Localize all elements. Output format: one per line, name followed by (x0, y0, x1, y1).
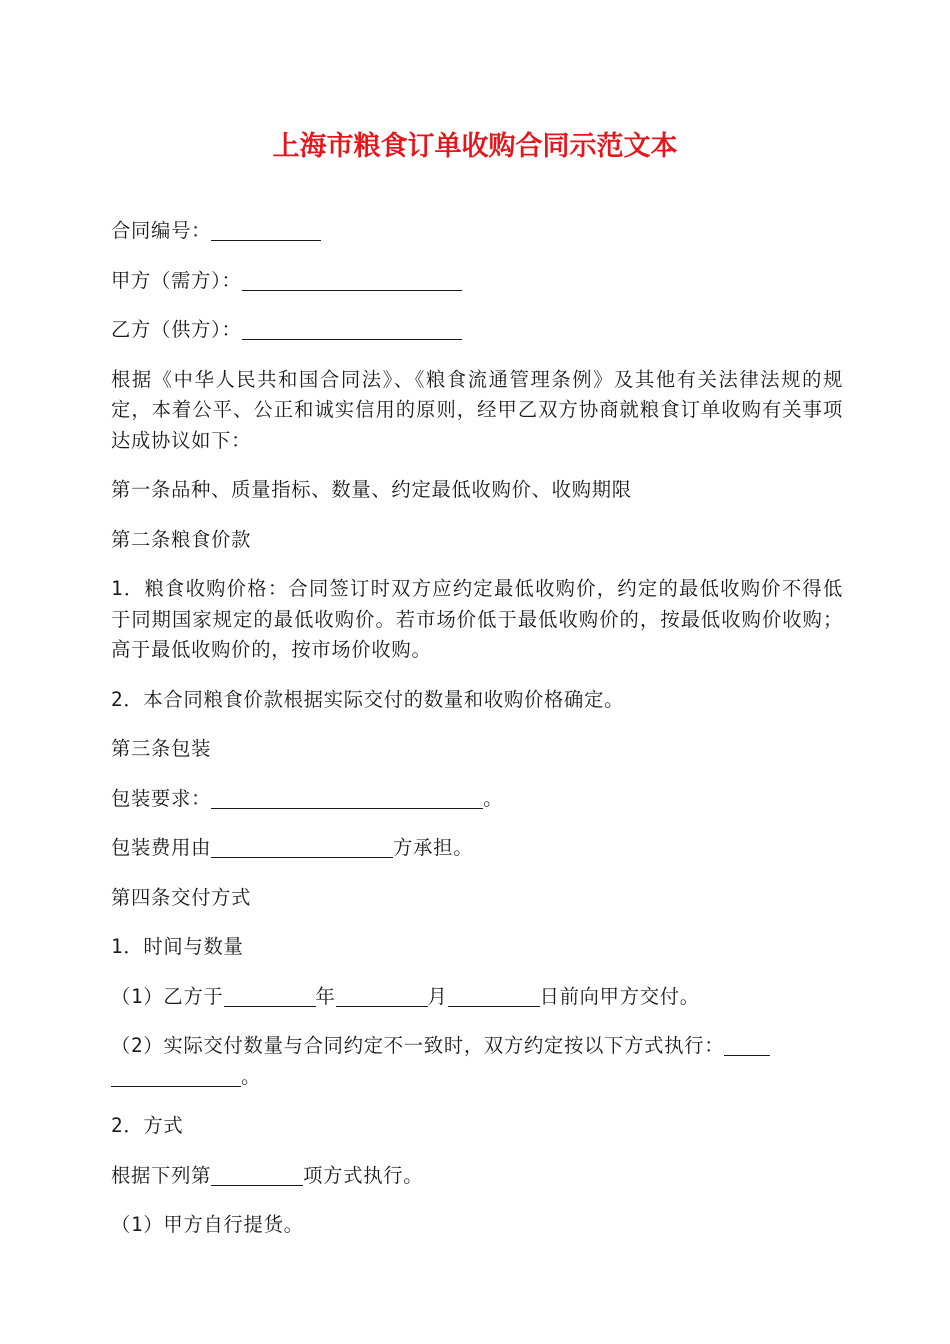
article-4-heading: 第四条交付方式 (111, 885, 252, 909)
packaging-fee-blank (211, 839, 393, 858)
document-body (111, 216, 843, 1260)
delivery-method-line (111, 1161, 843, 1192)
packaging-fee-line (111, 833, 843, 864)
article-4-sub-1: 1．时间与数量 (111, 935, 244, 958)
party-a-blank (242, 272, 462, 291)
delivery-option-1: （1）甲方自行提货。 (111, 1213, 304, 1236)
delivery-month-blank (336, 988, 428, 1007)
document-title: 上海市粮食订单收购合同示范文本 (272, 131, 678, 162)
contract-number-blank (211, 222, 321, 241)
packaging-requirement-blank (211, 790, 483, 809)
packaging-requirement-label: 包装要求： (111, 786, 212, 810)
party-b-line (111, 315, 843, 346)
article-2-item-2: 2．本合同粮食价款根据实际交付的数量和收购价格确定。 (111, 687, 625, 711)
quantity-mismatch-line (111, 1031, 843, 1092)
delivery-year-label: 年 (315, 984, 336, 1008)
quantity-mismatch-end: 。 (241, 1064, 262, 1088)
delivery-day-blank (448, 988, 540, 1007)
article-1-heading: 第一条品种、质量指标、数量、约定最低收购价、收购期限 (111, 478, 632, 501)
party-b-label: 乙方（供方）： (111, 318, 242, 341)
delivery-date-prefix: （1）乙方于 (111, 984, 224, 1008)
party-a-line (111, 266, 843, 297)
article-4-sub-2: 2．方式 (111, 1114, 184, 1137)
packaging-requirement-line (111, 784, 843, 815)
packaging-fee-prefix: 包装费用由 (111, 836, 212, 859)
delivery-method-prefix: 根据下列第 (111, 1163, 212, 1187)
article-2-heading: 第二条粮食价款 (111, 527, 252, 551)
contract-number-line (111, 216, 843, 247)
quantity-mismatch-blank-1 (724, 1037, 770, 1056)
quantity-mismatch-text: （2）实际交付数量与合同约定不一致时，双方约定按以下方式执行： (111, 1034, 725, 1057)
delivery-year-blank (224, 988, 316, 1007)
intro-paragraph: 根据《中华人民共和国合同法》、《粮食流通管理条例》及其他有关法律法规的规定，本着公平、公正和诚实信用的原则，经甲乙双方协商就粮食订单收购有关事项达成协议如下： (111, 367, 843, 452)
delivery-month-label: 月 (427, 984, 448, 1008)
party-b-blank (242, 321, 462, 340)
article-3-heading: 第三条包装 (111, 737, 212, 760)
party-a-label: 甲方（需方）： (111, 268, 242, 292)
packaging-requirement-end: 。 (483, 786, 504, 810)
delivery-method-suffix: 项方式执行。 (303, 1163, 424, 1187)
quantity-mismatch-blank-2 (111, 1068, 241, 1087)
contract-number-label: 合同编号： (111, 219, 212, 242)
delivery-date-line (111, 982, 843, 1013)
packaging-fee-suffix: 方承担。 (393, 836, 474, 859)
delivery-date-suffix: 日前向甲方交付。 (539, 984, 700, 1008)
delivery-method-blank (211, 1167, 303, 1186)
article-2-item-1: 1．粮食收购价格：合同签订时双方应约定最低收购价，约定的最低收购价不得低于同期国家规定的最低收购价。若市场价低于最低收购价的，按最低收购价收购；高于最低收购价的，按市场价收购。 (111, 577, 843, 661)
